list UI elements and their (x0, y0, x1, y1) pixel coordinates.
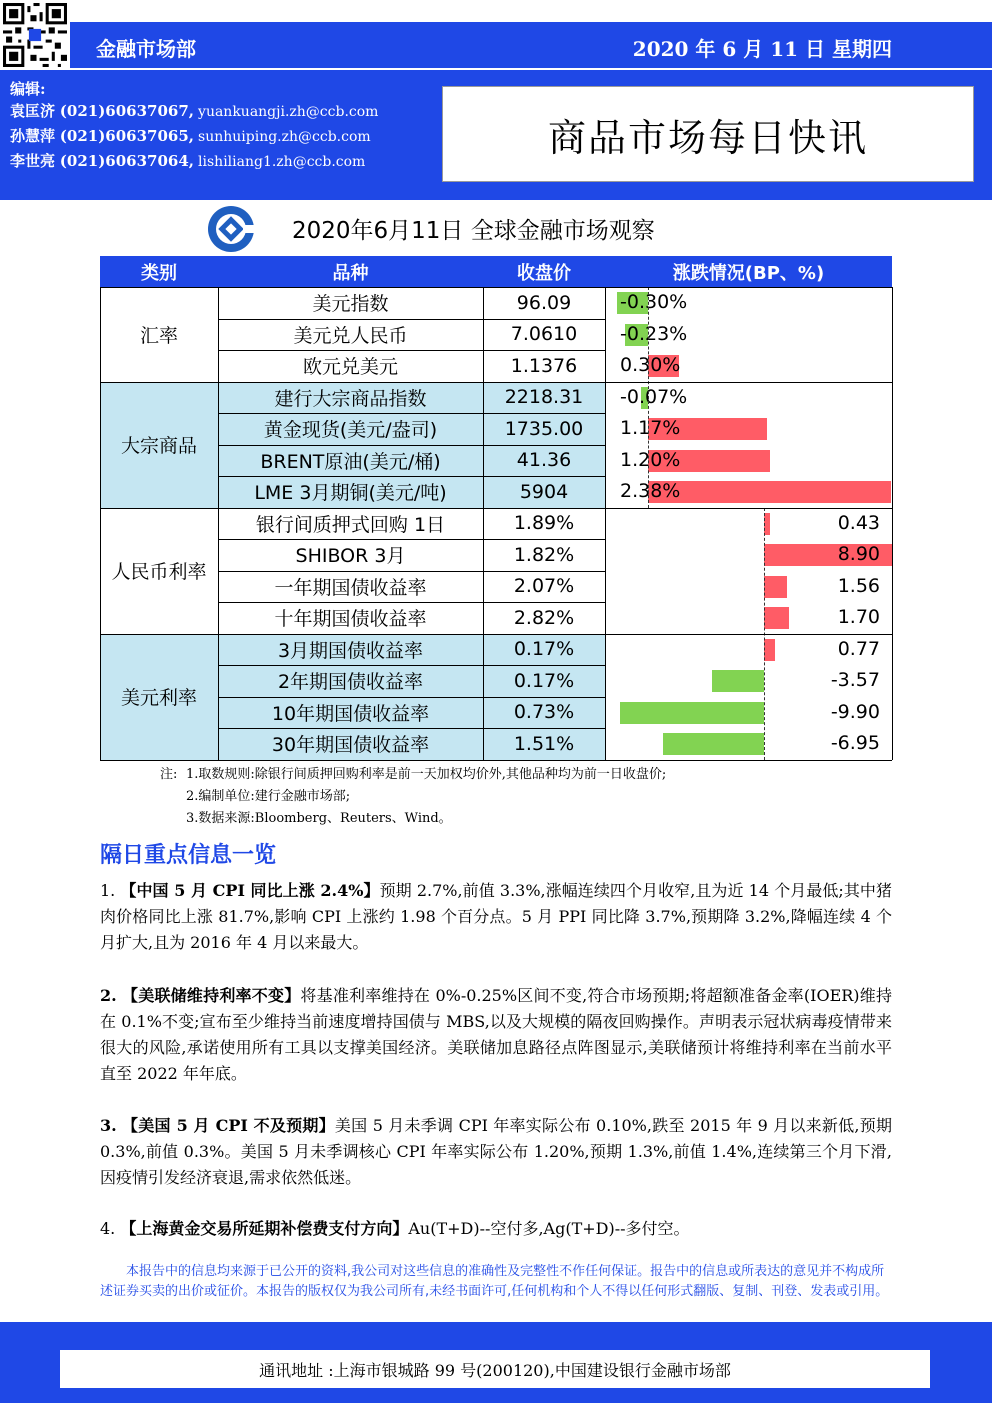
column-header: 品种 (332, 262, 369, 284)
news-title: 【中国 5 月 CPI 同比上涨 2.4%】 (120, 881, 380, 900)
grid-line (605, 287, 606, 760)
grid-line (218, 697, 605, 698)
news-body: 将基准利率维持在 0%-0.25%区间不变,符合市场预期;将超额准备金率(IOER)维持在 0.1%不变;宣布至少维持当前速度增持国债与 MBS,以及大规模的隔夜回购操作。声明表示冠状病毒疫情带来很大的风险,承诺使用所有工具以支撑美国经济。美联储加息路径点阵图显示,美联储预计将维持利率在当前水平直至 2022 年年底。 (100, 986, 892, 1083)
change-value: 2.38% (620, 480, 681, 502)
closing-price: 1.1376 (510, 354, 578, 377)
closing-price: 2218.31 (504, 386, 584, 409)
editors-block (10, 78, 378, 174)
grid-line (218, 602, 605, 603)
news-item (100, 878, 892, 956)
notes-lead: 注: (160, 767, 178, 782)
change-value: -9.90 (830, 700, 880, 723)
news-body: Au(T+D)--空付多,Ag(T+D)--多付空。 (408, 1219, 690, 1238)
change-bar (712, 670, 764, 692)
footer-address-box (60, 1350, 930, 1388)
change-value: 1.70 (837, 606, 880, 628)
news-title: 【上海黄金交易所延期补偿费支付方向】 (120, 1219, 409, 1238)
news-number: 4. (100, 1219, 116, 1238)
footer-address: 通讯地址 :上海市银城路 99 号(200120),中国建设银行金融市场部 (259, 1360, 731, 1380)
closing-price: 5904 (519, 480, 569, 503)
change-value: 1.56 (837, 574, 880, 597)
note-item: 3.数据来源:Bloomberg、Reuters、Wind。 (186, 811, 452, 826)
closing-price: 2.82% (513, 606, 575, 629)
change-value: 0.77 (837, 637, 880, 660)
instrument-name: 黄金现货(美元/盎司) (263, 419, 438, 442)
news-title: 【美联储维持利率不变】 (122, 986, 301, 1005)
change-bar (764, 607, 789, 629)
editor-name: 李世亮 (10, 152, 56, 170)
change-bar (764, 576, 787, 598)
grid-line (218, 539, 605, 540)
grid-line (218, 728, 605, 729)
change-value: -0.23% (620, 322, 688, 345)
instrument-name: 十年期国债收益率 (274, 608, 427, 631)
change-value: 0.43 (837, 511, 880, 534)
grid-line (218, 287, 219, 760)
change-value: 8.90 (837, 543, 880, 565)
grid-line (100, 760, 892, 761)
report-title-box (442, 86, 974, 182)
change-value: -6.95 (830, 732, 880, 754)
table-title: 2020年6月11日 全球金融市场观察 (292, 218, 655, 244)
department-name: 金融市场部 (96, 37, 196, 61)
closing-price: 7.0610 (510, 323, 578, 346)
editor-email[interactable]: yuankuangji.zh@ccb.com (198, 104, 379, 120)
column-header: 类别 (141, 262, 177, 284)
instrument-name: 欧元兑美元 (302, 356, 398, 379)
change-value: 1.20% (620, 448, 681, 471)
news-number: 1. (100, 881, 116, 900)
editor-phone: (021)60637064, (59, 152, 195, 170)
closing-price: 96.09 (516, 291, 572, 314)
instrument-name: 30年期国债收益率 (271, 734, 430, 757)
change-bar (648, 481, 891, 503)
closing-price: 1.51% (513, 732, 575, 755)
grid-line (218, 665, 605, 666)
change-value: 0.30% (620, 354, 681, 376)
grid-line (218, 445, 605, 446)
news-title: 【美国 5 月 CPI 不及预期】 (122, 1116, 335, 1135)
ccb-logo-icon (207, 205, 255, 253)
change-bar (620, 702, 764, 724)
editor-name: 袁匡济 (10, 102, 56, 120)
editor-email[interactable]: sunhuiping.zh@ccb.com (198, 129, 371, 145)
instrument-name: 2年期国债收益率 (277, 671, 424, 694)
news-body: 预期 2.7%,前值 3.3%,涨幅连续四个月收窄,且为近 14 个月最低;其中猪肉价格同比上涨 81.7%,影响 CPI 上涨约 1.98 个百分点。5 月 PPI 同比降 3.7%,预期降 3.2%,降幅连续 4 个月扩大,且为 2016 年 4 月以来最大。 (100, 881, 892, 952)
closing-price: 0.73% (513, 701, 575, 724)
table-header-row (100, 256, 892, 287)
table-notes (160, 764, 667, 830)
news-item (100, 1113, 892, 1191)
instrument-name: LME 3月期铜(美元/吨) (254, 482, 447, 505)
instrument-name: SHIBOR 3月 (295, 545, 406, 568)
grid-line (483, 287, 484, 760)
grid-line (218, 571, 605, 572)
instrument-name: 一年期国债收益率 (274, 576, 427, 599)
news-number: 2. (100, 986, 117, 1005)
grid-line (100, 287, 101, 760)
zero-line (648, 287, 649, 508)
closing-price: 0.17% (513, 638, 575, 661)
grid-line (218, 350, 605, 351)
editor-entry (10, 99, 378, 124)
instrument-name: 10年期国债收益率 (271, 702, 430, 725)
grid-line (218, 319, 605, 320)
closing-price: 1.82% (513, 543, 575, 566)
category-label: 大宗商品 (120, 435, 197, 457)
news-heading: 隔日重点信息一览 (100, 843, 277, 868)
news-item (100, 1216, 892, 1242)
instrument-name: BRENT原油(美元/桶) (260, 450, 441, 473)
closing-price: 41.36 (516, 449, 572, 472)
editor-name: 孙慧萍 (10, 127, 56, 145)
news-item (100, 983, 892, 1087)
news-body: 美国 5 月未季调 CPI 年率实际公布 0.10%,跌至 2015 年 9 月以来新低,预期 0.3%,前值 0.3%。美国 5 月未季调核心 CPI 年率实际公布 1.20%,预期 1.3%,前值 1.4%,连续第三个月下滑,因疫情引发经济衰退,需求依然低迷。 (100, 1116, 892, 1187)
grid-line (218, 476, 605, 477)
note-item: 2.编制单位:建行金融市场部; (186, 789, 351, 804)
grid-line (892, 287, 893, 760)
report-date: 2020 年 6 月 11 日 星期四 (632, 37, 892, 61)
closing-price: 1735.00 (504, 417, 584, 440)
instrument-name: 美元指数 (312, 293, 389, 316)
change-value: -3.57 (830, 669, 880, 691)
category-label: 汇率 (139, 324, 178, 347)
closing-price: 2.07% (513, 575, 575, 598)
editor-email[interactable]: lishiliang1.zh@ccb.com (198, 154, 366, 170)
news-number: 3. (100, 1116, 117, 1135)
change-value: -0.07% (620, 385, 688, 408)
disclaimer: 本报告中的信息均来源于已公开的资料,我公司对这些信息的准确性及完整性不作任何保证。报告中的信息或所表达的意见并不构成所述证券买卖的出价或征价。本报告的版权仅为我公司所有,未经书面许可,任何机构和个人不得以任何形式翻版、复制、刊登、发表或引用。 (100, 1264, 889, 1299)
column-header: 收盘价 (517, 262, 571, 284)
change-bar (663, 733, 764, 755)
closing-price: 0.17% (513, 669, 575, 692)
editors-label: 编辑: (10, 80, 46, 98)
change-bar (764, 639, 775, 661)
grid-line (218, 413, 605, 414)
change-value: 1.17% (620, 417, 681, 439)
category-label: 美元利率 (120, 687, 197, 709)
instrument-name: 建行大宗商品指数 (274, 387, 427, 410)
editor-entry (10, 149, 378, 174)
closing-price: 1.89% (513, 512, 575, 535)
change-value: -0.30% (620, 291, 688, 313)
instrument-name: 3月期国债收益率 (277, 639, 424, 662)
category-label: 人民币利率 (111, 561, 207, 583)
report-title: 商品市场每日快讯 (547, 115, 868, 160)
instrument-name: 美元兑人民币 (293, 324, 408, 347)
editor-entry (10, 124, 378, 149)
note-item: 1.取数规则:除银行间质押回购利率是前一天加权均价外,其他品种均为前一日收盘价; (186, 767, 667, 782)
qr-code-icon (3, 3, 67, 67)
editor-phone: (021)60637065, (59, 127, 195, 145)
instrument-name: 银行间质押式回购 1日 (255, 513, 446, 536)
editor-phone: (021)60637067, (59, 102, 195, 120)
column-header: 涨跌情况(BP、%) (672, 262, 825, 284)
